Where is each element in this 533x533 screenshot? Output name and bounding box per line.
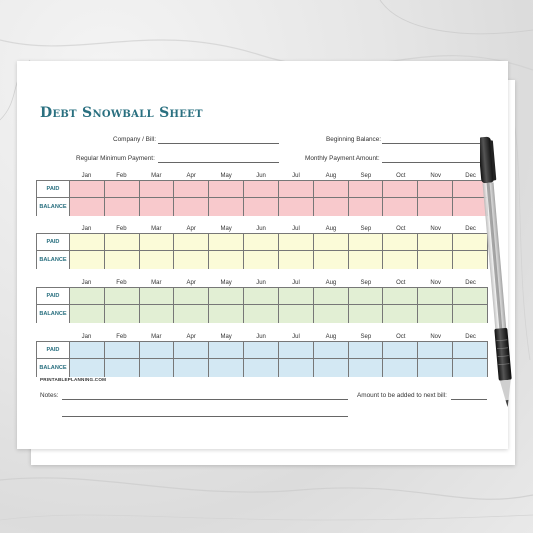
paid-cell-nov[interactable] xyxy=(418,181,453,197)
paid-cell-jan[interactable] xyxy=(70,288,105,304)
paid-row xyxy=(70,234,487,251)
balance-cell-jul[interactable] xyxy=(279,251,314,269)
month-label: Jun xyxy=(256,173,266,179)
pen-icon xyxy=(480,128,524,413)
balance-cell-jun[interactable] xyxy=(244,251,279,269)
month-label: May xyxy=(220,173,232,179)
paid-cell-jun[interactable] xyxy=(244,234,279,250)
paid-cell-jul[interactable] xyxy=(279,342,314,358)
month-label: Sep xyxy=(360,280,372,286)
balance-cell-feb[interactable] xyxy=(105,198,140,216)
paid-cell-apr[interactable] xyxy=(174,342,209,358)
month-label: Jul xyxy=(292,226,300,232)
month-label: Sep xyxy=(360,226,372,232)
month-label: Aug xyxy=(325,226,337,232)
balance-cell-sep[interactable] xyxy=(349,251,384,269)
paid-cell-may[interactable] xyxy=(209,342,244,358)
paid-cell-sep[interactable] xyxy=(349,288,384,304)
month-label: Feb xyxy=(116,226,127,232)
month-header-1 xyxy=(69,172,488,180)
monthly-payment-label: Monthly Payment Amount: xyxy=(305,155,380,162)
paid-cell-may[interactable] xyxy=(209,288,244,304)
month-header-3 xyxy=(69,279,488,287)
paid-cell-mar[interactable] xyxy=(140,234,175,250)
month-label: Oct xyxy=(396,173,406,179)
paid-cell-oct[interactable] xyxy=(383,288,418,304)
paid-row xyxy=(70,342,487,359)
month-label: Mar xyxy=(151,173,162,179)
paid-cell-nov[interactable] xyxy=(418,288,453,304)
regular-min-payment-field[interactable] xyxy=(158,162,279,163)
balance-cell-jul[interactable] xyxy=(279,198,314,216)
balance-row xyxy=(70,359,487,377)
month-label: Jun xyxy=(256,226,266,232)
month-label: Dec xyxy=(465,334,476,340)
balance-cell-mar[interactable] xyxy=(140,198,175,216)
paid-cell-jan[interactable] xyxy=(70,181,105,197)
paid-cell-aug[interactable] xyxy=(314,342,349,358)
paid-cell-may[interactable] xyxy=(209,181,244,197)
month-label: Dec xyxy=(465,226,476,232)
month-label: Nov xyxy=(430,334,442,340)
balance-cell-apr[interactable] xyxy=(174,251,209,269)
company-bill-label: Company / Bill: xyxy=(113,136,156,143)
paid-row xyxy=(70,181,487,198)
balance-cell-apr[interactable] xyxy=(174,305,209,323)
month-label: Jan xyxy=(81,173,92,179)
notes-label: Notes: xyxy=(40,392,59,399)
month-header-4 xyxy=(69,333,488,341)
month-label: Aug xyxy=(325,280,337,286)
month-label: Mar xyxy=(151,226,162,232)
month-label: Jun xyxy=(256,334,266,340)
month-label: Oct xyxy=(396,280,406,286)
paid-cell-apr[interactable] xyxy=(174,234,209,250)
month-label: Jun xyxy=(256,280,266,286)
month-label: Dec xyxy=(465,280,476,286)
sheet-title: Debt Snowball Sheet xyxy=(40,105,203,121)
paid-cell-nov[interactable] xyxy=(418,342,453,358)
balance-cell-aug[interactable] xyxy=(314,359,349,377)
balance-cell-aug[interactable] xyxy=(314,251,349,269)
month-label: Aug xyxy=(325,334,337,340)
balance-cell-mar[interactable] xyxy=(140,251,175,269)
balance-cell-jul[interactable] xyxy=(279,305,314,323)
month-label: Apr xyxy=(186,173,196,179)
paid-cell-jun[interactable] xyxy=(244,288,279,304)
beginning-balance-field[interactable] xyxy=(382,143,486,144)
month-label: Apr xyxy=(186,226,196,232)
month-label: May xyxy=(220,334,232,340)
month-label: Oct xyxy=(396,226,406,232)
balance-row xyxy=(70,305,487,323)
paid-cell-feb[interactable] xyxy=(105,288,140,304)
paid-cell-sep[interactable] xyxy=(349,342,384,358)
paid-cell-mar[interactable] xyxy=(140,181,175,197)
balance-cell-feb[interactable] xyxy=(105,359,140,377)
paid-cell-feb[interactable] xyxy=(105,181,140,197)
balance-cell-may[interactable] xyxy=(209,305,244,323)
balance-cell-jan[interactable] xyxy=(70,359,105,377)
balance-label: BALANCE xyxy=(37,359,70,377)
paid-cell-jun[interactable] xyxy=(244,342,279,358)
paid-cell-oct[interactable] xyxy=(383,181,418,197)
paid-cell-jul[interactable] xyxy=(279,181,314,197)
balance-cell-sep[interactable] xyxy=(349,305,384,323)
paid-cell-apr[interactable] xyxy=(174,288,209,304)
payment-table-3 xyxy=(36,287,488,323)
month-label: Nov xyxy=(430,226,442,232)
paid-label: PAID xyxy=(37,234,70,251)
paid-cell-feb[interactable] xyxy=(105,342,140,358)
month-label: May xyxy=(220,226,232,232)
paid-cell-mar[interactable] xyxy=(140,288,175,304)
paid-cell-jul[interactable] xyxy=(279,288,314,304)
balance-cell-feb[interactable] xyxy=(105,251,140,269)
balance-cell-jul[interactable] xyxy=(279,359,314,377)
balance-cell-mar[interactable] xyxy=(140,305,175,323)
balance-cell-may[interactable] xyxy=(209,251,244,269)
month-label: Apr xyxy=(186,280,196,286)
balance-cell-jun[interactable] xyxy=(244,359,279,377)
balance-cell-oct[interactable] xyxy=(383,305,418,323)
balance-row xyxy=(70,251,487,269)
notes-line-2[interactable] xyxy=(62,416,348,417)
month-label: Jul xyxy=(292,280,300,286)
balance-cell-aug[interactable] xyxy=(314,198,349,216)
month-label: Nov xyxy=(430,280,442,286)
balance-cell-oct[interactable] xyxy=(383,198,418,216)
paid-cell-aug[interactable] xyxy=(314,181,349,197)
balance-cell-nov[interactable] xyxy=(418,198,453,216)
paid-cell-sep[interactable] xyxy=(349,234,384,250)
balance-cell-sep[interactable] xyxy=(349,198,384,216)
regular-min-payment-label: Regular Minimum Payment: xyxy=(76,155,155,162)
month-label: Jan xyxy=(81,226,92,232)
balance-cell-sep[interactable] xyxy=(349,359,384,377)
balance-cell-may[interactable] xyxy=(209,198,244,216)
paid-label: PAID xyxy=(37,181,70,198)
notes-line-1[interactable] xyxy=(62,399,348,400)
paid-label: PAID xyxy=(37,342,70,359)
balance-cell-apr[interactable] xyxy=(174,198,209,216)
monthly-payment-field[interactable] xyxy=(382,162,486,163)
month-label: Mar xyxy=(151,280,162,286)
paid-cell-jan[interactable] xyxy=(70,234,105,250)
paid-cell-oct[interactable] xyxy=(383,234,418,250)
month-label: Jan xyxy=(81,334,92,340)
paid-cell-jun[interactable] xyxy=(244,181,279,197)
beginning-balance-label: Beginning Balance: xyxy=(326,136,382,143)
month-label: Jan xyxy=(81,280,92,286)
paid-cell-jan[interactable] xyxy=(70,342,105,358)
balance-cell-may[interactable] xyxy=(209,359,244,377)
balance-cell-jun[interactable] xyxy=(244,305,279,323)
balance-cell-apr[interactable] xyxy=(174,359,209,377)
balance-cell-nov[interactable] xyxy=(418,251,453,269)
month-label: Sep xyxy=(360,173,372,179)
payment-table-4 xyxy=(36,341,488,377)
month-label: Nov xyxy=(430,173,442,179)
paid-cell-oct[interactable] xyxy=(383,342,418,358)
paid-cell-nov[interactable] xyxy=(418,234,453,250)
balance-row xyxy=(70,198,487,216)
paid-cell-sep[interactable] xyxy=(349,181,384,197)
balance-cell-nov[interactable] xyxy=(418,305,453,323)
payment-table-2 xyxy=(36,233,488,269)
paid-cell-aug[interactable] xyxy=(314,234,349,250)
balance-label: BALANCE xyxy=(37,251,70,269)
payment-table-1 xyxy=(36,180,488,216)
paid-cell-aug[interactable] xyxy=(314,288,349,304)
balance-cell-jan[interactable] xyxy=(70,305,105,323)
month-label: Mar xyxy=(151,334,162,340)
paid-cell-may[interactable] xyxy=(209,234,244,250)
paid-cell-mar[interactable] xyxy=(140,342,175,358)
amount-next-bill-label: Amount to be added to next bill: xyxy=(357,392,447,399)
balance-cell-jan[interactable] xyxy=(70,198,105,216)
month-label: Feb xyxy=(116,280,127,286)
balance-cell-oct[interactable] xyxy=(383,251,418,269)
paid-label: PAID xyxy=(37,288,70,305)
balance-cell-aug[interactable] xyxy=(314,305,349,323)
balance-cell-nov[interactable] xyxy=(418,359,453,377)
balance-cell-jan[interactable] xyxy=(70,251,105,269)
month-label: Jul xyxy=(292,173,300,179)
company-bill-field[interactable] xyxy=(158,143,279,144)
month-label: May xyxy=(220,280,232,286)
paid-cell-feb[interactable] xyxy=(105,234,140,250)
paid-cell-apr[interactable] xyxy=(174,181,209,197)
month-label: Jul xyxy=(292,334,300,340)
month-header-2 xyxy=(69,225,488,233)
balance-cell-oct[interactable] xyxy=(383,359,418,377)
month-label: Feb xyxy=(116,334,127,340)
balance-cell-mar[interactable] xyxy=(140,359,175,377)
month-label: Sep xyxy=(360,334,372,340)
paid-row xyxy=(70,288,487,305)
month-label: Oct xyxy=(396,334,406,340)
balance-cell-jun[interactable] xyxy=(244,198,279,216)
month-label: Aug xyxy=(325,173,337,179)
paid-cell-jul[interactable] xyxy=(279,234,314,250)
month-label: Dec xyxy=(465,173,476,179)
balance-cell-feb[interactable] xyxy=(105,305,140,323)
month-label: Apr xyxy=(186,334,196,340)
balance-label: BALANCE xyxy=(37,305,70,323)
balance-label: BALANCE xyxy=(37,198,70,216)
website-label: PRINTABLEPLANNING.COM xyxy=(40,377,107,382)
month-label: Feb xyxy=(116,173,127,179)
